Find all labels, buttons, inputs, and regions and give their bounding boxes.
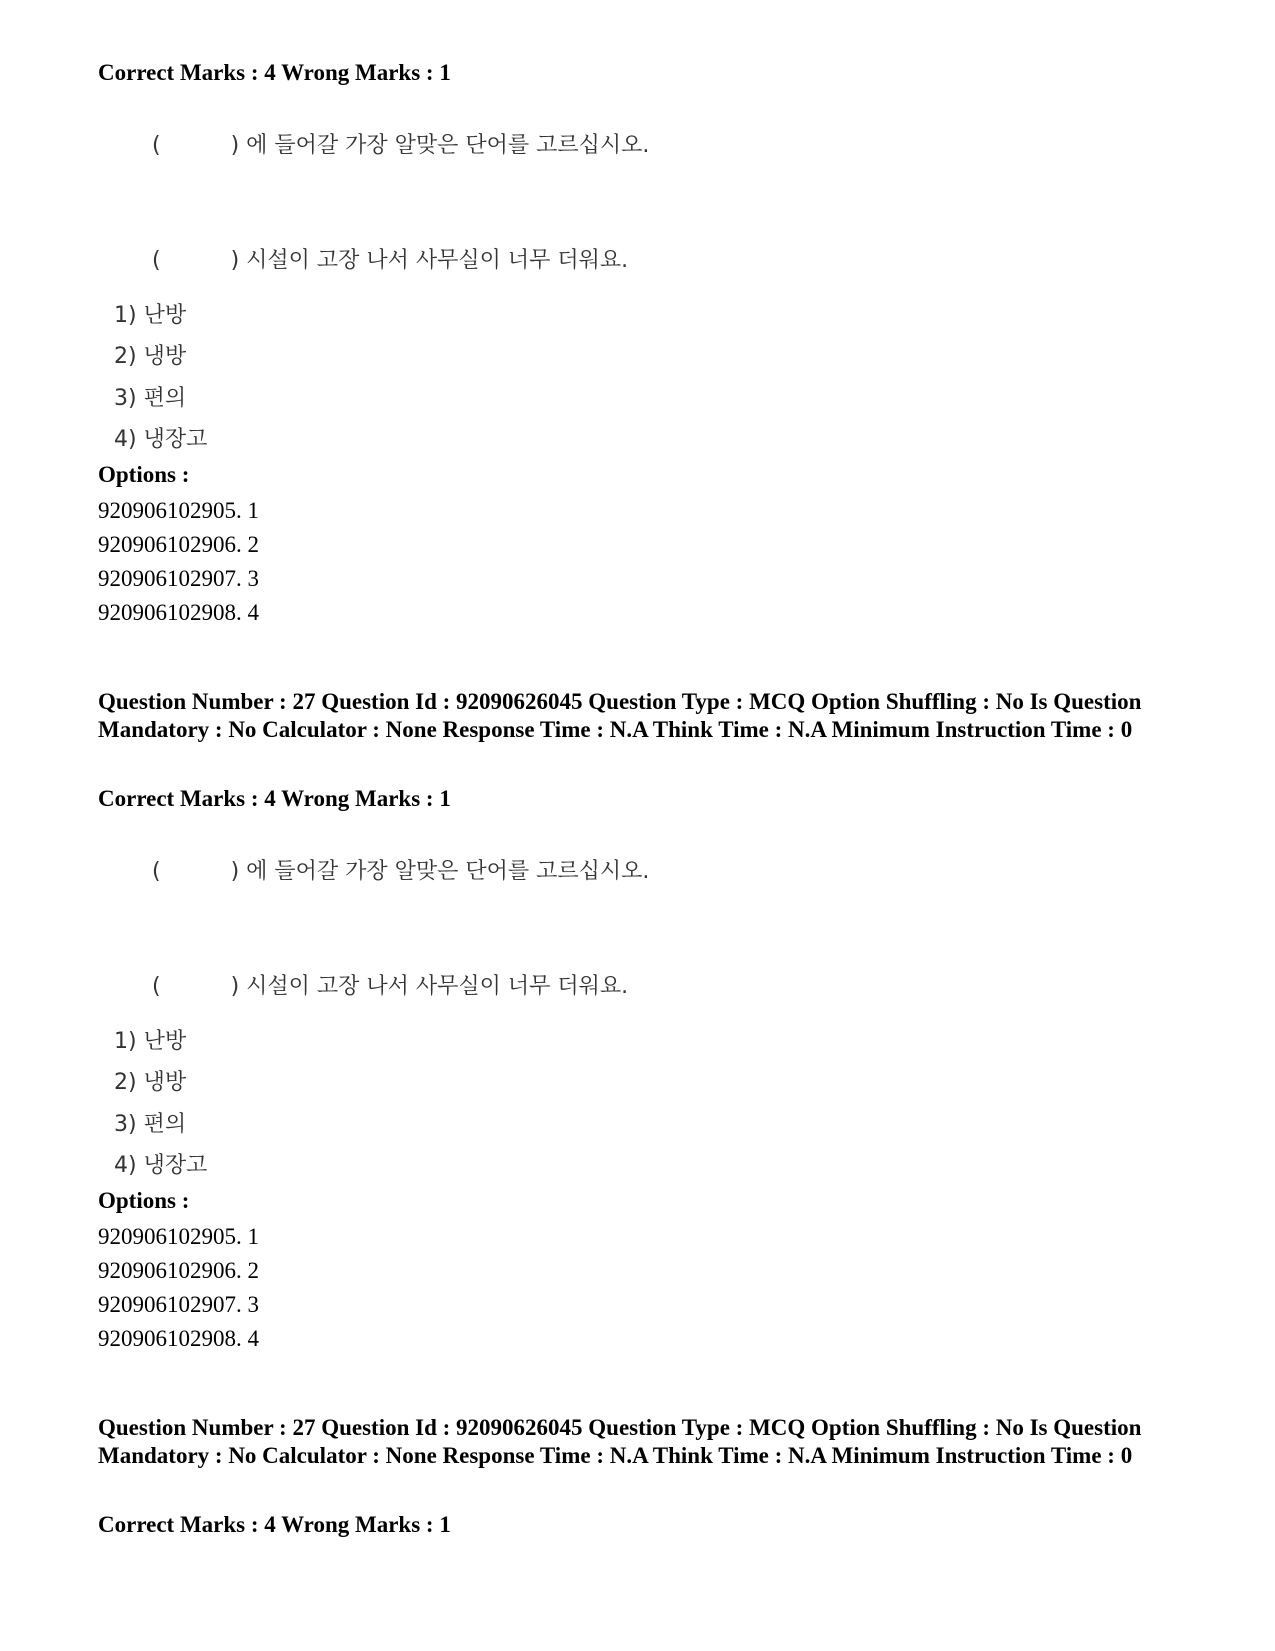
option-line: 920906102906. 2 (98, 532, 259, 557)
question-instruction: ( ) 에 들어갈 가장 알맞은 단어를 고르십시오. (152, 859, 650, 884)
question-sentence: ( ) 시설이 고장 나서 사무실이 너무 더워요. (152, 974, 629, 999)
option-line: 920906102907. 3 (98, 566, 259, 591)
options-label: Options : (98, 1188, 190, 1213)
question-sentence: ( ) 시설이 고장 나서 사무실이 너무 더워요. (152, 248, 629, 273)
choice-item: 4) 냉장고 (114, 1153, 208, 1178)
choice-item: 1) 난방 (114, 1029, 187, 1054)
choice-item: 3) 편의 (114, 1112, 187, 1137)
option-line: 920906102905. 1 (98, 1224, 259, 1249)
option-line: 920906102908. 4 (98, 600, 259, 625)
options-label: Options : (98, 462, 190, 487)
question-instruction: ( ) 에 들어갈 가장 알맞은 단어를 고르십시오. (152, 133, 650, 158)
option-line: 920906102905. 1 (98, 498, 259, 523)
choice-item: 2) 냉방 (114, 344, 187, 369)
marks-line: Correct Marks : 4 Wrong Marks : 1 (98, 786, 451, 811)
marks-line: Correct Marks : 4 Wrong Marks : 1 (98, 60, 451, 85)
choice-item: 3) 편의 (114, 386, 187, 411)
question-meta: Question Number : 27 Question Id : 92090626045 Question Type : MCQ Option Shuffling : No Is Question Mandatory : No Calculator : None Response Time : N.A Think Time : N.A Minimum Instruction Time : 0 (98, 1415, 1142, 1468)
marks-line: Correct Marks : 4 Wrong Marks : 1 (98, 1512, 451, 1537)
choice-item: 2) 냉방 (114, 1070, 187, 1095)
choice-item: 4) 냉장고 (114, 427, 208, 452)
choice-item: 1) 난방 (114, 303, 187, 328)
question-meta: Question Number : 27 Question Id : 92090626045 Question Type : MCQ Option Shuffling : No Is Question Mandatory : No Calculator : None Response Time : N.A Think Time : N.A Minimum Instruction Time : 0 (98, 689, 1142, 742)
option-line: 920906102908. 4 (98, 1326, 259, 1351)
option-line: 920906102907. 3 (98, 1292, 259, 1317)
option-line: 920906102906. 2 (98, 1258, 259, 1283)
